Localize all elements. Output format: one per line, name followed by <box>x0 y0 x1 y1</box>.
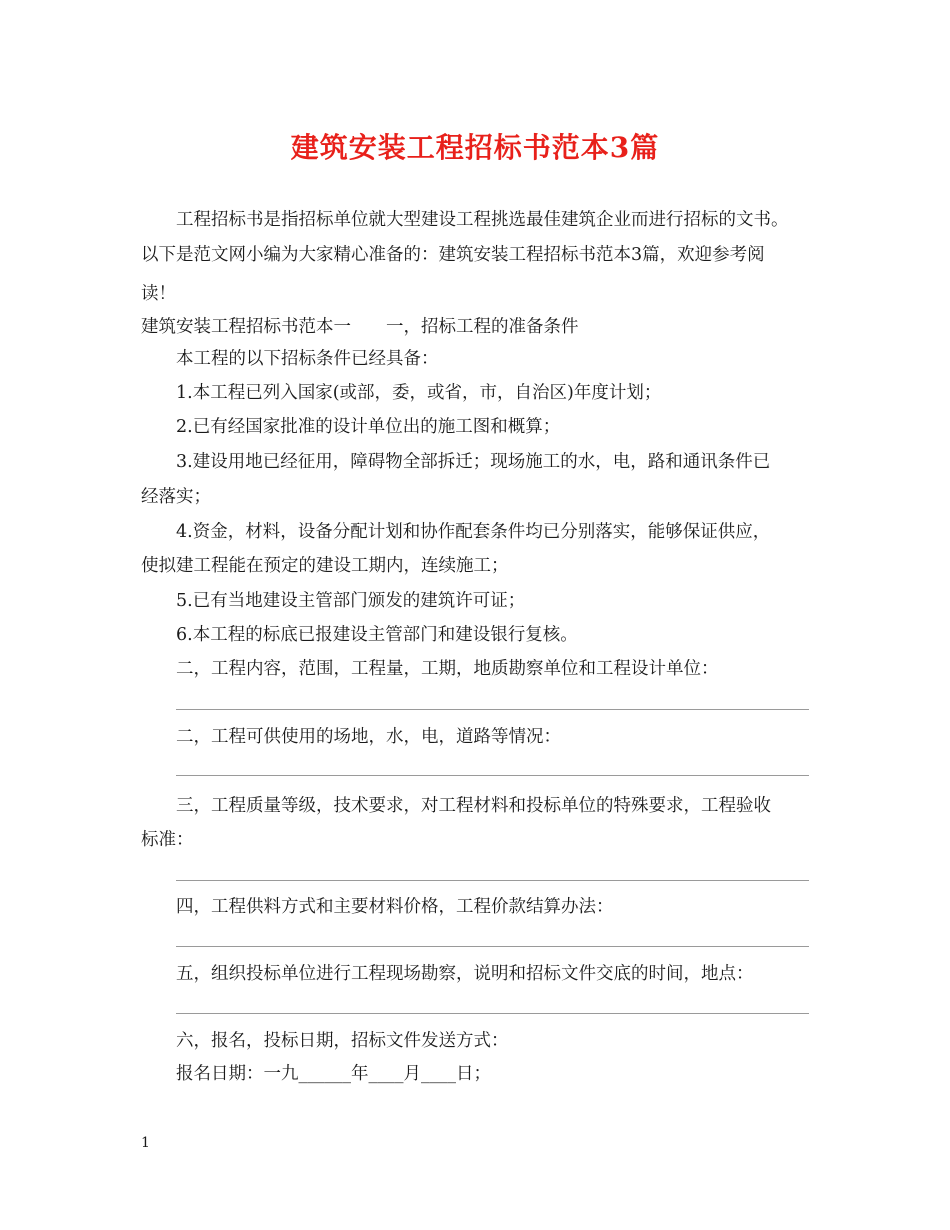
list-item: 3.建设用地已经征用，障碍物全部拆迁；现场施工的水，电，路和通讯条件已 <box>176 452 771 472</box>
section-item-continuation: 标准： <box>141 830 194 850</box>
list-item: 6.本工程的标底已报建设主管部门和建设银行复核。 <box>176 625 578 645</box>
blank-fill-line <box>176 709 809 710</box>
blank-fill-line <box>176 775 809 776</box>
section-heading: 建筑安装工程招标书范本一 一，招标工程的准备条件 <box>141 317 579 337</box>
list-item: 2.已有经国家批准的设计单位出的施工图和概算； <box>176 417 561 437</box>
list-item: 4.资金，材料，设备分配计划和协作配套条件均已分别落实，能够保证供应， <box>176 522 771 542</box>
page-number: 1 <box>141 1135 150 1151</box>
section-item: 二，工程可供使用的场地，水，电，道路等情况： <box>176 727 561 747</box>
form-field-line: 报名日期：一九______年____月____日； <box>176 1064 491 1084</box>
blank-fill-line <box>176 880 809 881</box>
section-item: 四，工程供料方式和主要材料价格，工程价款结算办法： <box>176 897 614 917</box>
section-item: 三，工程质量等级，技术要求，对工程材料和投标单位的特殊要求，工程验收 <box>176 796 771 816</box>
paragraph-line: 读！ <box>141 284 176 304</box>
list-item-continuation: 使拟建工程能在预定的建设工期内，连续施工； <box>141 556 509 576</box>
list-item: 1.本工程已列入国家(或部，委，或省，市，自治区)年度计划； <box>176 383 662 403</box>
list-item-continuation: 经落实； <box>141 487 211 507</box>
paragraph-line: 以下是范文网小编为大家精心准备的：建筑安装工程招标书范本3篇，欢迎参考阅 <box>141 245 765 265</box>
blank-fill-line <box>176 1013 809 1014</box>
paragraph-line: 工程招标书是指招标单位就大型建设工程挑选最佳建筑企业而进行招标的文书。 <box>176 210 789 230</box>
section-item: 二，工程内容，范围，工程量，工期，地质勘察单位和工程设计单位： <box>176 659 719 679</box>
document-title: 建筑安装工程招标书范本3篇 <box>290 131 660 164</box>
paragraph-line: 本工程的以下招标条件已经具备： <box>176 349 439 369</box>
section-item: 五，组织投标单位进行工程现场勘察，说明和招标文件交底的时间，地点： <box>176 964 754 984</box>
section-item: 六，报名，投标日期，招标文件发送方式： <box>176 1031 509 1051</box>
list-item: 5.已有当地建设主管部门颁发的建筑许可证； <box>176 591 526 611</box>
blank-fill-line <box>176 946 809 947</box>
